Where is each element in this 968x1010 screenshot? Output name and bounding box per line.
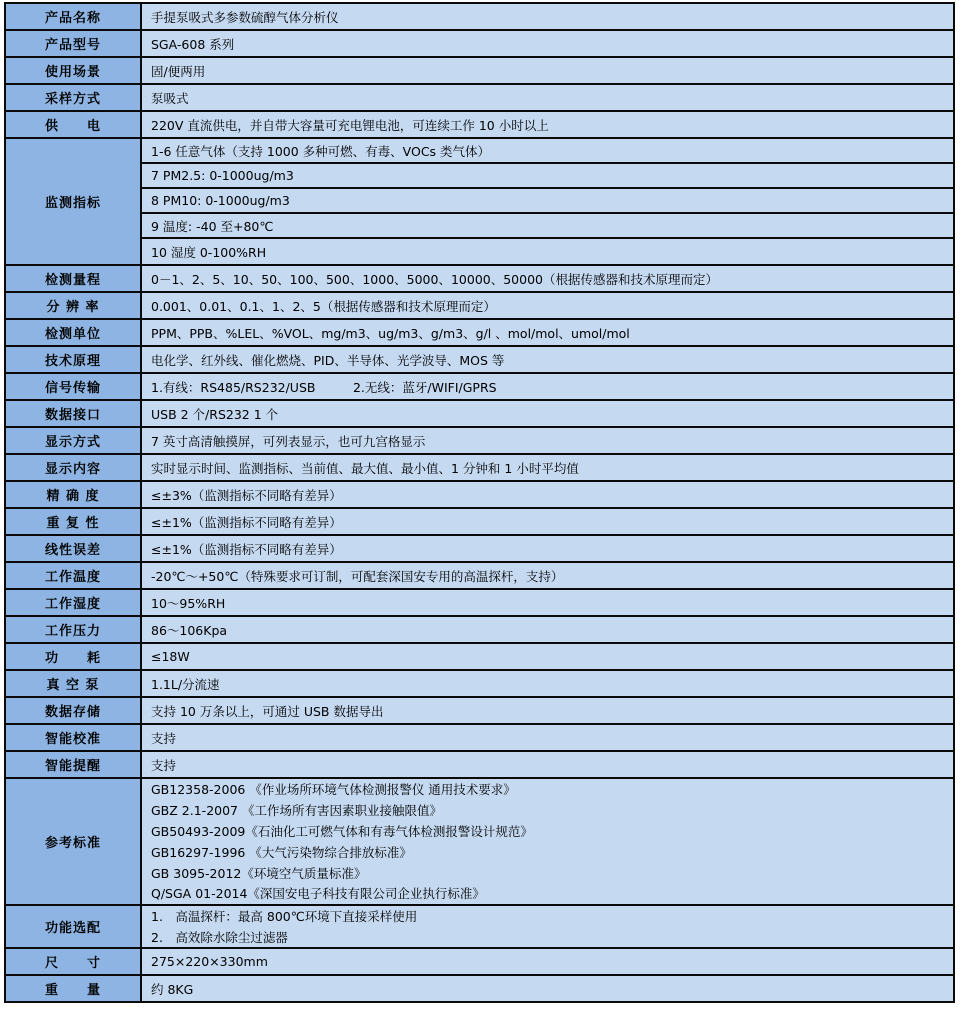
row-value-cell	[142, 976, 953, 1001]
row-value-subrow: 7 PM2.5: 0-1000ug/m3	[142, 164, 953, 189]
row-label: 尺 寸	[6, 949, 142, 974]
row-label: 重 量	[6, 976, 142, 1001]
table-row	[6, 906, 953, 950]
row-label: 采样方式	[6, 85, 142, 110]
row-value-line: GB12358-2006 《作业场所环境气体检测报警仪 通用技术要求》	[151, 782, 516, 798]
row-value: 220V 直流供电，并自带大容量可充电锂电池，可连续工作 10 小时以上	[151, 117, 549, 133]
table-row	[6, 698, 953, 725]
row-value-cell	[142, 112, 953, 137]
row-value-cell	[142, 536, 953, 561]
row-value-cell	[142, 455, 953, 480]
row-value-cell	[142, 949, 953, 974]
row-label: 检测单位	[6, 320, 142, 345]
row-value-cell	[142, 347, 953, 372]
row-value: 7 英寸高清触摸屏，可列表显示，也可九宫格显示	[151, 433, 426, 449]
row-value: 0.001、0.01、0.1、1、2、5（根据传感器和技术原理而定）	[151, 298, 496, 314]
table-row	[6, 139, 953, 266]
row-value-cell	[142, 428, 953, 453]
row-value: USB 2 个/RS232 1 个	[151, 406, 279, 422]
row-label: 显示方式	[6, 428, 142, 453]
row-value-cell	[142, 31, 953, 56]
row-label: 工作温度	[6, 563, 142, 588]
row-value: 支持	[151, 730, 177, 746]
row-value: 86～106Kpa	[151, 622, 228, 638]
row-value-cell	[142, 266, 953, 291]
row-label: 显示内容	[6, 455, 142, 480]
row-value-cell	[142, 374, 953, 399]
row-label: 分 辨 率	[6, 293, 142, 318]
row-value: ≤±1%（监测指标不同略有差异）	[151, 514, 342, 530]
row-label: 技术原理	[6, 347, 142, 372]
row-value-cell	[142, 617, 953, 642]
row-value-cell	[142, 779, 953, 904]
table-row	[6, 374, 953, 401]
row-value: 0－1、2、5、10、50、100、500、1000、5000、10000、50000（根据传感器和技术原理而定）	[151, 271, 718, 287]
row-value: SGA-608 系列	[151, 36, 235, 52]
row-value-cell	[142, 752, 953, 777]
row-value-line: GBZ 2.1-2007 《工作场所有害因素职业接触限值》	[151, 803, 442, 819]
row-label: 供 电	[6, 112, 142, 137]
row-value-line: 2. 高效除水除尘过滤器	[151, 929, 288, 945]
table-row	[6, 617, 953, 644]
row-label: 使用场景	[6, 58, 142, 83]
row-value: -20℃～+50℃（特殊要求可订制，可配套深国安专用的高温探杆，支持）	[151, 568, 564, 584]
table-row	[6, 266, 953, 293]
row-value-cell	[142, 4, 953, 29]
row-value: 支持 10 万条以上，可通过 USB 数据导出	[151, 703, 384, 719]
row-value-subrow: 8 PM10: 0-1000ug/m3	[142, 189, 953, 214]
table-row	[6, 482, 953, 509]
table-row	[6, 320, 953, 347]
row-value-cell	[142, 58, 953, 83]
row-value-cell	[142, 139, 953, 264]
row-value-subrow: 1-6 任意气体（支持 1000 多种可燃、有毒、VOCs 类气体）	[142, 139, 953, 164]
row-value-line: GB16297-1996 《大气污染物综合排放标准》	[151, 844, 412, 860]
row-value-line: Q/SGA 01-2014《深国安电子科技有限公司企业执行标准》	[151, 886, 485, 902]
row-label: 数据接口	[6, 401, 142, 426]
table-row	[6, 563, 953, 590]
row-value: 275×220×330mm	[151, 954, 268, 970]
row-value-cell	[142, 509, 953, 534]
row-value-subrow: 9 温度: -40 至+80℃	[142, 214, 953, 239]
row-label: 监测指标	[6, 139, 142, 264]
table-row	[6, 536, 953, 563]
row-label: 产品型号	[6, 31, 142, 56]
table-row	[6, 31, 953, 58]
row-label: 真 空 泵	[6, 671, 142, 696]
row-value-line: GB50493-2009《石油化工可燃气体和有毒气体检测报警设计规范》	[151, 823, 533, 839]
row-value-cell	[142, 644, 953, 669]
row-value-cell	[142, 401, 953, 426]
row-value-cell	[142, 671, 953, 696]
row-value: 10～95%RH	[151, 595, 226, 611]
table-row	[6, 976, 953, 1001]
row-value: ≤18W	[151, 649, 190, 664]
row-label: 线性误差	[6, 536, 142, 561]
table-row	[6, 590, 953, 617]
row-label: 智能校准	[6, 725, 142, 750]
table-row	[6, 752, 953, 779]
table-row	[6, 293, 953, 320]
row-value: 泵吸式	[151, 90, 189, 106]
row-value-cell	[142, 725, 953, 750]
spec-table	[4, 2, 955, 1003]
row-value: 电化学、红外线、催化燃烧、PID、半导体、光学波导、MOS 等	[151, 352, 505, 368]
table-row	[6, 85, 953, 112]
row-label: 智能提醒	[6, 752, 142, 777]
row-value-cell	[142, 906, 953, 948]
row-value-cell	[142, 320, 953, 345]
row-value-cell	[142, 590, 953, 615]
row-value-cell	[142, 482, 953, 507]
table-row	[6, 112, 953, 139]
row-value-line: 1. 高温探杆：最高 800℃环境下直接采样使用	[151, 909, 418, 925]
row-label: 重 复 性	[6, 509, 142, 534]
table-row	[6, 455, 953, 482]
row-value-line: GB 3095-2012《环境空气质量标准》	[151, 865, 367, 881]
table-row	[6, 401, 953, 428]
row-label: 功 耗	[6, 644, 142, 669]
row-value-cell	[142, 563, 953, 588]
table-row	[6, 4, 953, 31]
row-label: 产品名称	[6, 4, 142, 29]
row-value: PPM、PPB、%LEL、%VOL、mg/m3、ug/m3、g/m3、g/l 、mol/mol、umol/mol	[151, 325, 630, 341]
table-row	[6, 509, 953, 536]
table-row	[6, 725, 953, 752]
row-value: ≤±3%（监测指标不同略有差异）	[151, 487, 342, 503]
table-row	[6, 644, 953, 671]
row-value: 支持	[151, 757, 177, 773]
row-value-cell	[142, 698, 953, 723]
row-label: 功能选配	[6, 906, 142, 948]
row-value: 约 8KG	[151, 981, 194, 997]
row-value: 固/便两用	[151, 63, 206, 79]
row-value-cell	[142, 293, 953, 318]
row-label: 参考标准	[6, 779, 142, 904]
row-value: 手提泵吸式多参数硫醇气体分析仪	[151, 9, 339, 25]
row-value: 实时显示时间、监测指标、当前值、最大值、最小值、1 分钟和 1 小时平均值	[151, 460, 579, 476]
table-row	[6, 58, 953, 85]
table-row	[6, 428, 953, 455]
row-label: 信号传输	[6, 374, 142, 399]
row-value: 1.有线：RS485/RS232/USB 2.无线：蓝牙/WIFI/GPRS	[151, 379, 497, 395]
row-label: 工作压力	[6, 617, 142, 642]
row-value: 1.1L/分流速	[151, 676, 220, 692]
row-value-cell	[142, 85, 953, 110]
row-label: 工作湿度	[6, 590, 142, 615]
row-value: ≤±1%（监测指标不同略有差异）	[151, 541, 342, 557]
table-row	[6, 347, 953, 374]
row-label: 检测量程	[6, 266, 142, 291]
row-label: 精 确 度	[6, 482, 142, 507]
row-label: 数据存储	[6, 698, 142, 723]
table-row	[6, 949, 953, 976]
table-row	[6, 779, 953, 906]
table-row	[6, 671, 953, 698]
row-value-subrow: 10 湿度 0-100%RH	[151, 244, 267, 260]
